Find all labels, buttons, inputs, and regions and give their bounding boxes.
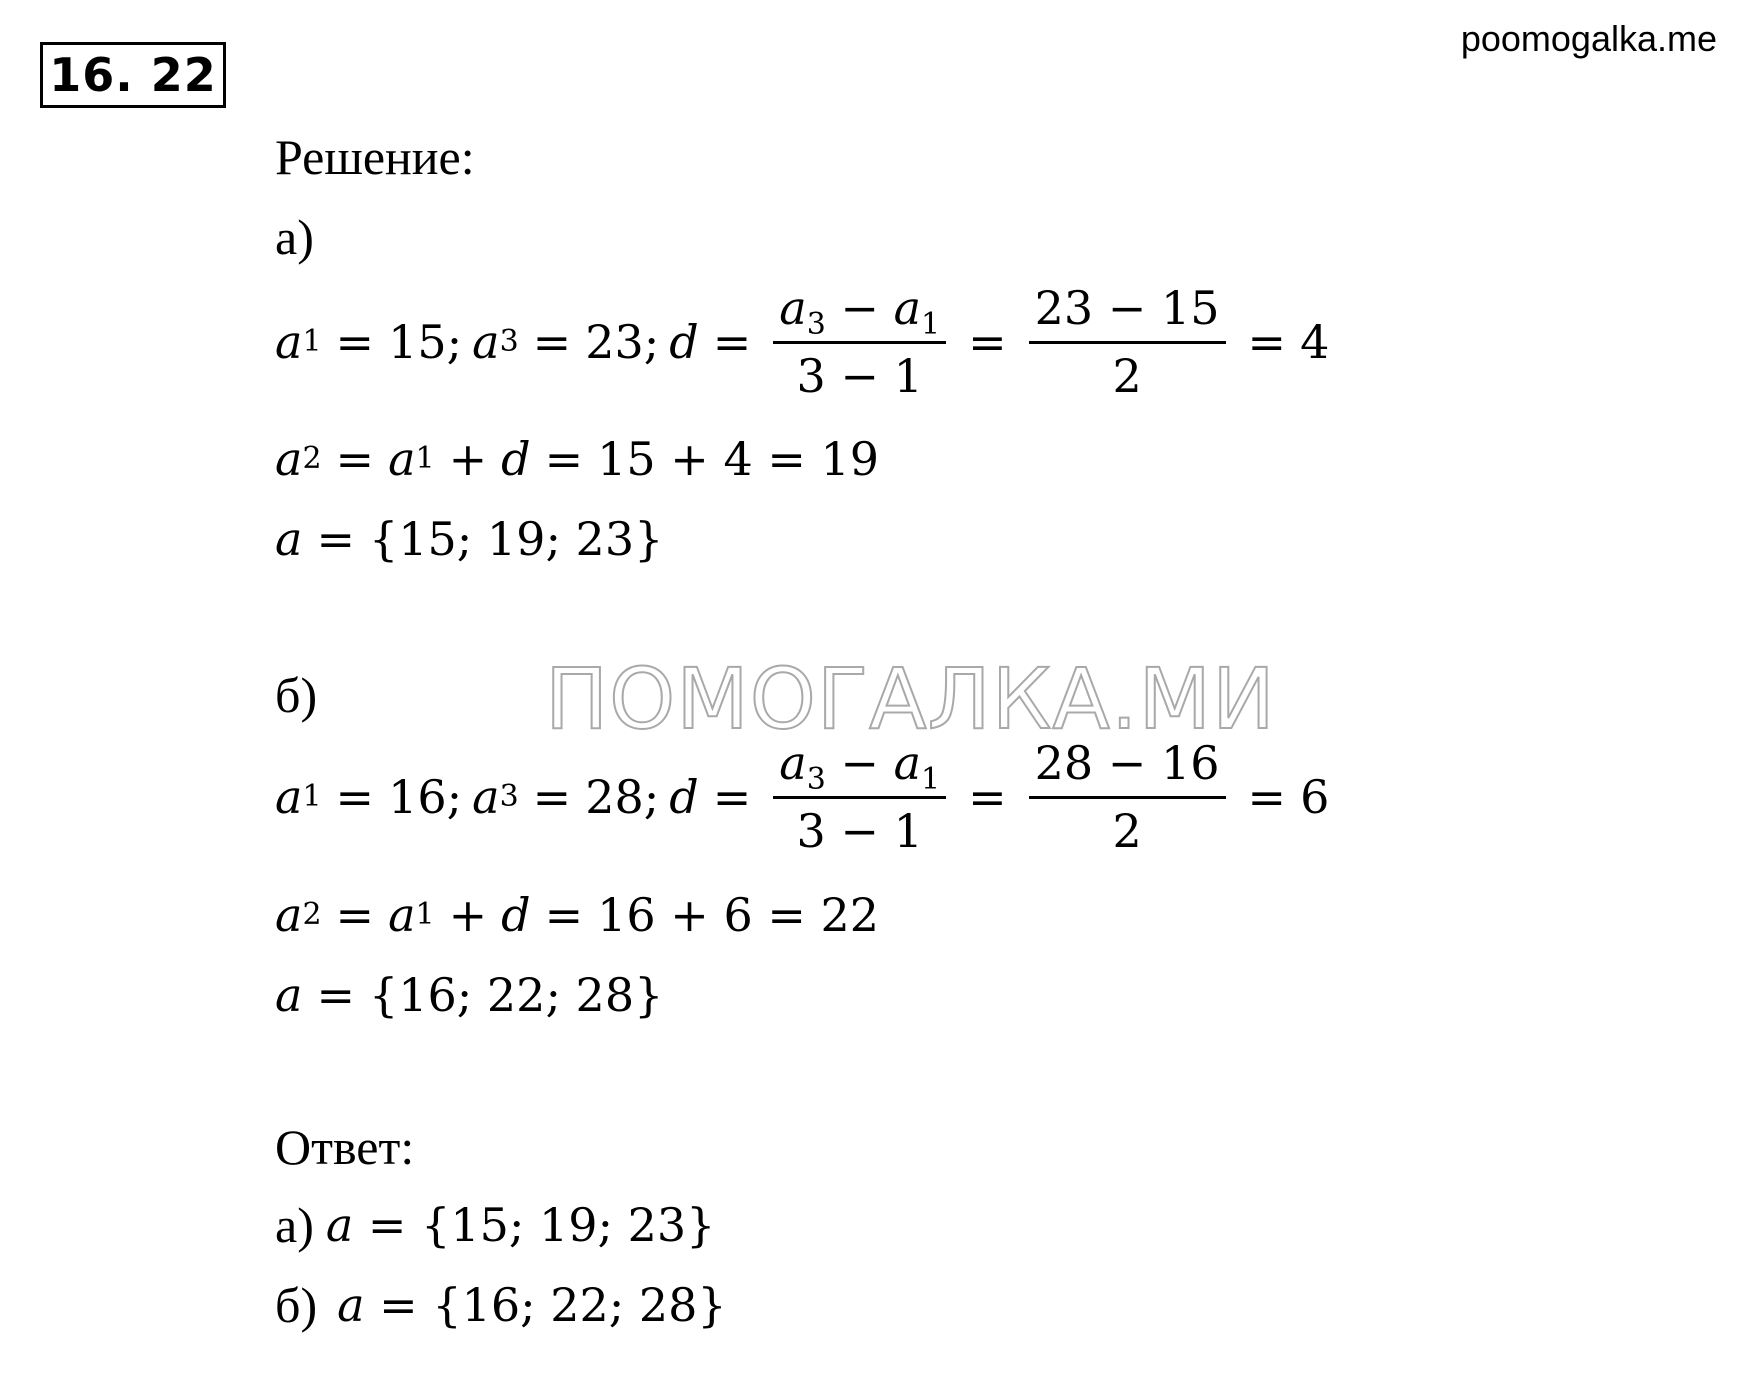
difference-fraction: $\frac{a_3 - a_1}{3 - 1}$ — [773, 737, 946, 858]
solution-label: Решение: — [275, 129, 475, 185]
numeric-fraction: $\frac{23 - 15}{2}$ — [1029, 282, 1226, 403]
site-name: poomogalka.me — [1460, 18, 1717, 59]
a1-value: 15 — [388, 315, 447, 370]
numeric-fraction: $\frac{28 - 16}{2}$ — [1029, 737, 1226, 858]
part-b-line1: a 1 = 16 ; a 3 = 28 ; d = $\frac{a_3 - a_1}{3 - 1}$ = $\frac{28 - 16}{2}$ = 6 — [275, 736, 1330, 858]
a3-value: 23 — [585, 315, 644, 370]
problem-number: 16. 22 — [40, 42, 226, 108]
answer-b: б) a = {16; 22; 28} — [275, 1277, 727, 1333]
part-b-label: б) — [275, 667, 318, 723]
d-value: 6 — [1300, 770, 1330, 825]
difference-fraction: $\frac{a_3 - a_1}{3 - 1}$ — [773, 282, 946, 403]
part-a-label: а) — [275, 209, 314, 265]
answer-a: а) a = {15; 19; 23} — [275, 1197, 716, 1253]
part-a-line3: a = {15; 19; 23} — [275, 512, 664, 566]
part-b-line3: a = {16; 22; 28} — [275, 968, 664, 1022]
d-value: 4 — [1300, 315, 1330, 370]
a1-value: 16 — [388, 770, 447, 825]
part-a-line2: a 2 = a 1 + d = 15 + 4 = 19 — [275, 432, 880, 486]
watermark: ПОМОГАЛКА.МИ — [545, 650, 1276, 748]
answer-label: Ответ: — [275, 1119, 415, 1175]
part-a-line1: a 1 = 15 ; a 3 = 23 ; d = $\frac{a_3 - a_1}{3 - 1}$ = $\frac{23 - 15}{2}$ = 4 — [275, 281, 1330, 403]
a3-value: 28 — [585, 770, 644, 825]
part-b-line2: a 2 = a 1 + d = 16 + 6 = 22 — [275, 888, 880, 942]
